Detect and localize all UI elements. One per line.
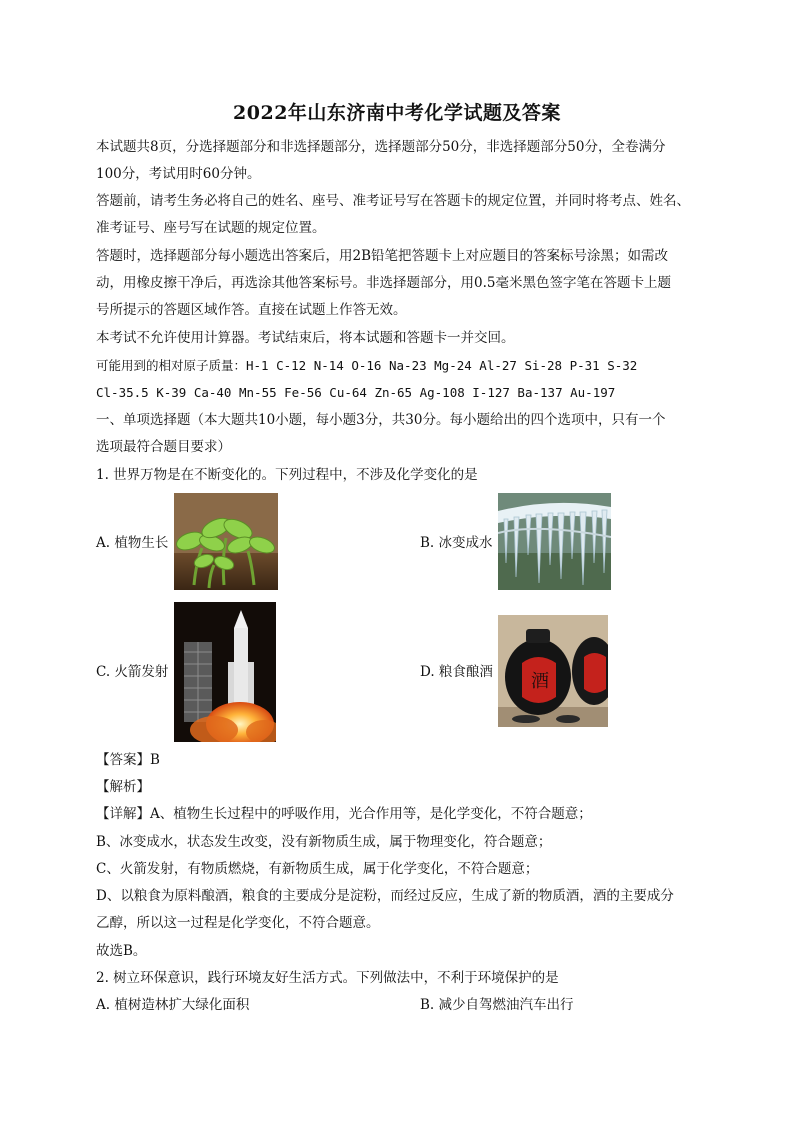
analysis-label: 【解析】	[96, 779, 150, 795]
detail-line: D、以粮食为原料酿酒，粮食的主要成分是淀粉，而经过反应，生成了新的物质酒，酒的主要成分	[96, 888, 674, 904]
jar-label-glyph: 酒	[531, 671, 549, 692]
detail-line: 乙醇，所以这一过程是化学变化，不符合题意。	[96, 915, 380, 931]
section-heading: 一、单项选择题（本大题共10小题，每小题3分，共30分。每小题给出的四个选项中，只有一个	[96, 412, 666, 428]
option-c[interactable]: C. 火箭发射	[96, 664, 169, 680]
intro-line: 答题前，请考生务必将自己的姓名、座号、准考证号写在答题卡的规定位置，并同时将考点、姓名、	[96, 193, 690, 209]
question-2-stem: 2. 树立环保意识，践行环境友好生活方式。下列做法中，不利于环境保护的是	[96, 970, 559, 986]
intro-line: 答题时，选择题部分每小题选出答案后，用2B铅笔把答题卡上对应题目的答案标号涂黑；如需改	[96, 248, 669, 264]
intro-line: 号所提示的答题区域作答。直接在试题上作答无效。	[96, 302, 407, 318]
detail-line: 故选B。	[96, 943, 147, 959]
q2-option-a[interactable]: A. 植树造林扩大绿化面积	[96, 997, 250, 1013]
option-a[interactable]: A. 植物生长	[96, 535, 169, 551]
detail-line: 【详解】A、植物生长过程中的呼吸作用，光合作用等，是化学变化，不符合题意；	[96, 806, 592, 822]
option-d[interactable]: D. 粮食酿酒	[420, 664, 493, 680]
option-b[interactable]: B. 冰变成水	[420, 535, 493, 551]
q2-option-b[interactable]: B. 减少自驾燃油汽车出行	[420, 997, 574, 1013]
page-title: 2022年山东济南中考化学试题及答案	[233, 102, 561, 124]
section-heading: 选项最符合题目要求）	[96, 439, 231, 455]
intro-line: 本试题共8页，分选择题部分和非选择题部分，选择题部分50分，非选择题部分50分，全卷满分	[96, 139, 666, 155]
rocket-launch-image	[174, 602, 276, 742]
intro-line: 准考证号、座号写在试题的规定位置。	[96, 220, 326, 236]
intro-line: 本考试不允许使用计算器。考试结束后，将本试题和答题卡一并交回。	[96, 330, 515, 346]
intro-line: 动，用橡皮擦干净后，再选涂其他答案标号。非选择题部分，用0.5毫米黑色签字笔在答题卡上题	[96, 275, 671, 291]
detail-line: C、火箭发射，有物质燃烧，有新物质生成，属于化学变化，不符合题意；	[96, 861, 539, 877]
atomic-mass-line: Cl-35.5 K-39 Ca-40 Mn-55 Fe-56 Cu-64 Zn-65 Ag-108 I-127 Ba-137 Au-197	[96, 385, 616, 400]
plant-sprout-image	[174, 493, 278, 590]
detail-line: B、冰变成水，状态发生改变，没有新物质生成，属于物理变化，符合题意；	[96, 834, 552, 850]
question-1-stem: 1. 世界万物是在不断变化的。下列过程中，不涉及化学变化的是	[96, 467, 478, 483]
answer-label: 【答案】B	[96, 752, 160, 768]
intro-line: 100分，考试用时60分钟。	[96, 166, 261, 182]
liquor-jar-image	[498, 615, 608, 727]
icicles-image	[498, 493, 611, 590]
atomic-mass-line: 可能用到的相对原子质量：H-1 C-12 N-14 O-16 Na-23 Mg-24 Al-27 Si-28 P-31 S-32	[96, 358, 638, 373]
